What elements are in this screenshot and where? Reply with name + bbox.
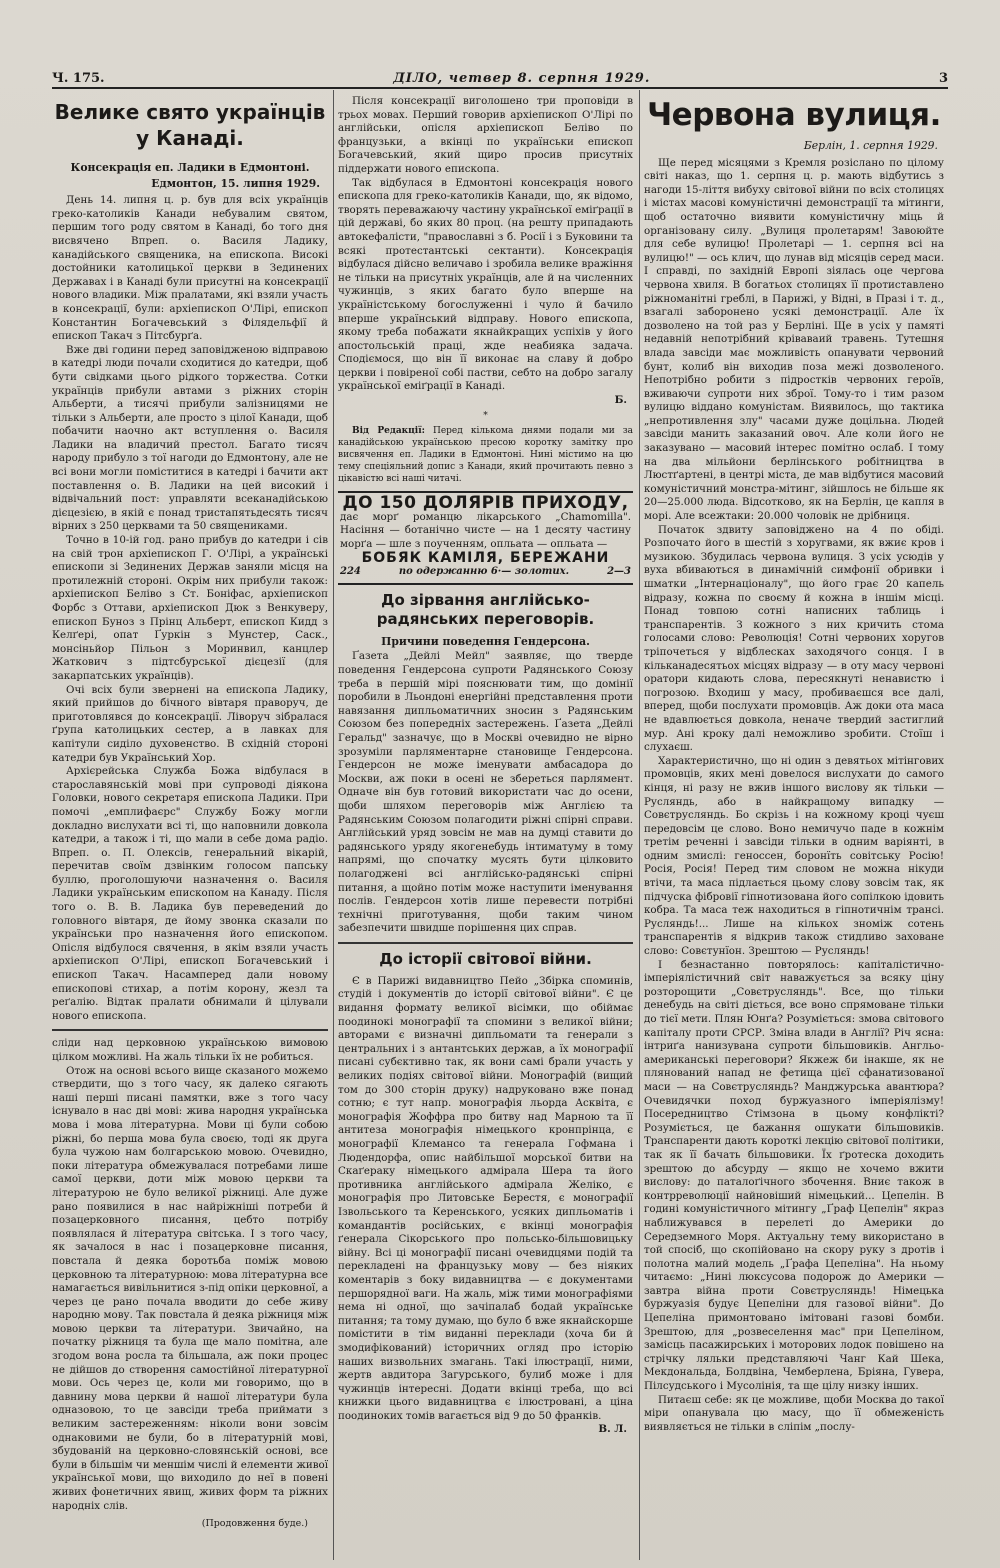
signature: В. Л.: [598, 1423, 627, 1436]
paragraph: Очі всіх були звернені на епископа Ладику, який прийшов до бічного вівтаря праворуч, де приготовлявся до консекрації. Ліворуч зібралася ґрупа католицьких сестер, а в лавках для капітули сиділо духовенство. В східній стороні катедри був Український Хор.: [52, 683, 328, 764]
paragraph: Початок здвиту заповіджено на 4 по обіді. Розпочато його в шестій з хоругвами, як вжиє кров і музикою. Збудилась червона вулиця. З усіх усюдів у вуха вбиваються в динамічній симфонії обривки і шматки „Інтернаціоналу", що його грає 20 капель відразу, кожна по своєму й кожна в іншім місці. Понад товпою сотні написних таблиць і транспарентів. З кожного з них кричить стома голосами слово: Революція! Сотні червоних хоругов тріпочеться у відблесках заходячого сонця. І в кільканадесятьох місцях відразу — в оту масу червоні оратори кидають слова, пересякнуті ненавистю і погрозою. Входиш у масу, пробиваєшся все далі, вперед, щоби послухати промовців. Аж доки ота маса не вдавлюється довкола, неначе твердий застиглий мур. Ані кроку далі неможливо зробити. Стоїш і слухаєш.: [644, 523, 944, 754]
ad-footer: [340, 565, 631, 579]
article-subtitle: Причини поведення Гендерсона.: [381, 634, 590, 648]
page-number: 3: [938, 71, 948, 86]
editor-note-label: Від Редакції:: [352, 426, 425, 437]
issue-date: четвер 8. серпня 1929.: [448, 71, 651, 86]
paragraph: Після консекрації виголошено три проповіди в трьох мовах. Перший говорив архіепископ О'Лірі по англійськи, опісля архіепископ Беліво по французьки, а вкінці по українськи епископ Богачевський, який щиро просив присутніх піддержати нового епископа.: [338, 95, 633, 175]
column-3: [644, 95, 944, 1560]
article-title: Велике свято українців у Канаді.: [54, 100, 326, 150]
article-subtitle: Консекрація еп. Ладики в Едмонтоні.: [70, 161, 310, 174]
paper-name: ДІЛО,: [393, 71, 444, 86]
column-divider: [639, 90, 640, 1560]
ad-run: 2—3: [607, 566, 631, 578]
ad-payment: по одержанню 6·— золотих.: [398, 566, 570, 578]
paragraph: Ще перед місяцями з Кремля розіслано по цілому світі наказ, що 1. серпня ц. р. мають відбутись з нагоди 15-ліття вибуху світової війни по всіх столицях і містах масові комуністичні демонстрації та мітинги, щоб остаточно виявити комуністичну міць й організовану силу. „Вулиця пролетарям! Завоюйте для себе вулицю! Пролетарі — 1. серпня всі на вулицю!" — ось клич, що лунав від місяців серед маси. І справді, по західній Европі зіялась оце чергова червона хвиля. В богатьох столицях її протиставлено ріжноманітні греблі, в Парижі, у Відні, в Празі і т. д., взагалі заборонено усякі демонстрації. Але їх дозволено на той раз у Берліні. Ще в усіх у памяті недавній непотрібний кріваваий травень. Тутешня влада завсіди має можливість опанувати червоний бунт, колиб він виходив поза межі дозволеного. Непотрібно робити з підростків червоних героїв, вживаючи супроти них зброї. Тому-то і тим разом вулицю віддано комуністам. Виявилось, що тактика „непротивлення злу" часами дуже доцільна. Людей завсіди манить заказаний овоч. Але коли його не заказувано — масовий інтерес помітно ослаб. І тому на два мільйони берлінського робітництва в Люстґартені, в центрі міста, де мав відбутися масовий комуністичний монстра-мітинг, зійшлось не більше як 20—25.000 люда. Відсотково, як на Берлін, це капля в морі. Але всежтаки: 20.000 чоловік не дрібниця.: [644, 156, 944, 523]
editor-note-text: Перед кількома днями подали ми за канадійською українською пресою коротку замітку про висвячення еп. Ладики в Едмонтоні. Нині містимо на цю тему спеціяльний допис з Канади, який прочитають певно з цікавістю всі наші читачі.: [338, 426, 633, 485]
paragraph: Є в Парижі видавництво Пейо „Збірка споминів, студій і документів до історії світової війни". Є це видання формату великої вісімки, що обіймає поодинокі монографії та спомини з великої війни; авторами є визначні дипльомати та генерали з центральних і з антантських держав, а їх монографії писані субєктивно так, як вони самі брали участь у великих подіях світової війни. Монографій (вищий том до 300 сторін друку) надруковано вже понад сотню; є тут напр. монографія льорда Асквіта, є монографія Жоффра про битву над Марною та її антитеза монографія німецького кронпрінца, є монографії Клемансо та генерала Гофмана і Людендорфа, опис найбільшої морської битви на Скаґераку німецького адмірала Шера та його противника англійського адмірала Желіко, є монографія про Литовське Берестя, є монографії Ізвольського та Керенського, усяких дипльоматів і командантів російських, є вкінці монографія ґенерала Сікорського про польсько-більшовицьку війну. Всі ці монографії писані очевидцями подій та перекладені на французьку мову — без ніяких коментарів з боку видавництва — є документами першорядної ваги. На жаль, між тими монографіями нема ні одної, що зачіпалаб бодай українське питання; та тому думаю, що було б вже якнайскорше помістити в тім виданні переклади (хоча би й змодифікований) історичних огляд про історію наших визвольних змагань. Такі ілюстрації, ними, жертв авдитора Загурського, булиб може і для чужинців інтересні. Додати вкінці треба, що всі книжки цього видавництва є ілюстровані, а ціна поодиноких томів вагається від 9 до 50 франків.: [338, 974, 633, 1422]
separator-asterisk: *: [483, 410, 488, 421]
article-title: Червона вулиця.: [647, 97, 941, 133]
section-divider: [52, 1029, 328, 1031]
ad-advertiser: БОБЯК КАМІЛЯ, БЕРЕЖАНИ: [361, 549, 610, 566]
continued-note: (Продовження буде.): [201, 1518, 308, 1530]
paragraph: Ґазета „Дейлі Мейл" заявляє, що тверде поведення Гендерсона супроти Радянського Союзу треба в першій мірі пояснювати тим, що домінії поробили в Льондоні енергійні представлення проти навязання дипльоматичних зносин з Радянським Союзом без попередніх застережень. Ґазета „Дейлі Геральд" зазначує, що в Москві очевидно не вірно зрозуміли парляментарне становище Гендерсона. Гендерсон не може іменувати амбасадора до Москви, аж поки в осені не збереться парлямент. Одначе він був готовий використати час до осени, щоби шляхом переговорів між Англією та Радянським Союзом полагодити ріжні спірні справи. Англійський уряд зовсім не мав на думці ставити до радянського уряду якогенебудь інтиматуму в тому напрямі, що спочатку мусять бути цілковито полагоджені всі англійсько-радянські спірні питання, а щойно потім може наступити іменування послів. Гендерсон хотів лише перевести потрібні технічні приготування, щоби таким чином забезпечити швидше порішення цих справ.: [338, 650, 633, 935]
article-title: До історії світової війни.: [379, 949, 592, 968]
issue-number: Ч. 175.: [52, 71, 105, 86]
column-1: [52, 95, 328, 1560]
paragraph: Вже дві години перед заповідженою відправою в катедрі люди почали сходитися до катедри, щоб бути свідками цього рідкого торжества. Сотки українців прибули автами з ріжних сторін Альберти, а тисячі прибули залізницями не тільки з Альберти, але просто з цілої Канади, щоб побачити наочно акт вступлення о. Василя Ладики на владичий престол. Багато тисяч народу прибуло з тої нагоди до Едмонтону, але не всі вони могли поміститися в катедрі і бачити акт поставлення о. В. Ладики на цей високий і відвічальний пост: управляти всеканадійською дієцезією, в якій є понад тристапятьдесять тисяч вірних з 250 церквами та 50 священиками.: [52, 343, 328, 533]
column-2: [338, 95, 633, 1560]
masthead: [52, 64, 948, 86]
article-dateline: Берлін, 1. серпня 1929.: [803, 139, 938, 152]
paragraph: І безнастанно повторялось: капіталістично-імперіялістичний світ наважується за всяку ціну розторощити „Совєтрусляндь". Все, що тільки денебудь на світі діється, все воно спрямоване тільки до тієї мети. Плян Юнґа? Розуміється: змова світового капіталу проти СРСР. Зміна влади в Англії? Річ ясна: інтриґа нанизувана супроти більшовиків. Англьо-американські переговори? Якжеж би інакше, як не плянований напад не фетища цієї сфанатизованої маси — на Совєтрусляндь? Манджурська авантюра? Очевидячки поход буржуазного імперіялізму! Посередництво Стімзона в цьому конфлікті? Розуміється, це бажання ошукати більшовиків. Транспаренти дають короткі лекцію світової політики, так як її бачать більшовики. Їх ґротеска доходить зрештою до абсурду — якщо не хочемо вжити вислову: до паталоґічного збочення. Вниє також в контрреволюції найновіший німецький... Цепелін. В годині комуністичного мітингу „Ґраф Цепелін" якраз наближувався в перелеті до Америки до Середземного Моря. Актуальну тему використано в той спосіб, що скопійовано на скору руку з дротів і полотна малий модель „Ґрафа Цепеліна". На ньому читаємо: „Нині люксусова подорож до Америки — завтра війна проти Совєтрусляндь! Німецька буржуазія будує Цепеліни для газової війни". До Цепеліна примонтовано імітовані газові бомби. Зрештою, для „розвеселення мас" при Цепеліном, замісць пасажирських і моторових лодок повішено на стрічку ляльки представляючі Чанг Кай Шека, Мекдональда, Болдвіна, Чемберлена, Бріяна, Гувера, Пілсудського і Мусолінія, та ще цілу низку інших.: [644, 958, 944, 1393]
editor-note: [338, 425, 633, 485]
paragraph: Питаєш себе: як це можливе, щоби Москва до такої міри опанувала цю масу, що її обмеженість виявляється не тільки в сліпім „послу-: [644, 1393, 944, 1433]
paragraph: Так відбулася в Едмонтоні консекрація нового епископа для греко-католиків Канади, що, як відомо, творять переважаючу частину української еміґрації в цій державі, бо яких 80 проц. (на решту припадають автокефалісти, "православні з б. Росії і з Буковини та всякі протестантські сектанти). Консекрація відбулася дійсно величаво і зробила велике вражіння не тільки на присутніх українців, але й на численних чужинців, з яких багато було вперше на україністському богослуженні і чуло й бачило вперше український відправу. Нового епископа, якому треба побажати якнайкращих успіхів у його апостольській праці, жде неабияка задача. Сподіємося, що він її виконає на славу й добро церкви і повіреної собі пастви, себто на добро загалу української еміґрації в Канаді.: [338, 176, 633, 393]
signature: Б.: [614, 394, 627, 407]
paper-date-line: [393, 71, 650, 86]
paragraph: Характеристично, що ні один з девятьох мітінгових промовців, яких мені довелося вислухати до самого кінця, ні разу не вжив іншого вислову як тільки — Русляндь, або в найкращому випадку — Совєтрусляндь. Бо скрізь і на кожному кроці чуєш передовсім це слово. Воно немичучо паде в кожнім третім реченні і завсіди тільки в одним варіянті, в одним змислі: геноссен, боронїть совітську Росію! Росія, Росія! Перед тим словом не можна нікуди втічи, та маса підлається цьому слову зовсім так, як підчуска фібровії гіпнотизована його сопілкою ідовить кобра. Та маса теж находиться в гіпнотичнім трансі. Русляндь!... Лише на кількох зноміж сотень транспарентів я відкрив також стидливо заховане слово: Совєтунїон. Зрештою — Русляндь!: [644, 754, 944, 958]
column-divider: [333, 90, 334, 1560]
paragraph: Отож на основі всього вище сказаного можемо ствердити, що з того часу, як далеко сягають наші перші писані памятки, вже з того часу існувало в нас дві мові: жива народня українська мова і мова літературна. Мови ці були собою ріжні, бо перша мова була своєю, тоді як друга була чужою нам болгарською мовою. Очевидно, поки література обмежувалася потребами лише самої церкви, доти між мовою церкви та літературою не було великої ріжниці. Але дуже рано появилися в нас найріжніші потреби й позацерковного писання, цебто потрібу появлялася й література світська. І з того часу, як зачалося в нас і позацерковне писання, повстала й деяка боротьба поміж мовою церковною та літературною: мова літературна все намагається вивільнитися з-під опіки церковної, а через це рано почала вводити до себе живу народню мову. Так повстала й деяка ріжниця між мовою церкви та літератури. Звичайно, на початку ріжниця та була ще мало помітна, але згодом вона росла та більшала, аж поки процес не дійшов до створення самостійної літературної мови. Ось через це, коли ми говоримо, що в давнину мова церкви й нашої літератури була одназовою, то це завсіди треба приймати з великим застереженням: ніколи вони зовсім однаковими не були, бо в літературній мові, збудованій на церковно-словянській основі, все були в більшім чи меншім числі й елементи живої української мови, що виходило до неї в повені живих фонетичних явищ, живих форм та ріжних народніх слів.: [52, 1064, 328, 1512]
ad-text: дає морґ романцю лікарського „Chamomilla". Насіння — ботанічно чисте — на 1 десяту частину морґа — шле з поученням, опльата — опльата —: [340, 510, 631, 551]
article-title: До зірвання англійсько-радянських переговорів.: [376, 590, 595, 628]
paragraph: Точно в 10-ій год. рано прибув до катедри і сів на свій трон архіепископ Г. О'Лірі, а українські епископи зі Зединених Держав заняли місця на протилежній стороні. Окрім них прибули також: архіепископ Беліво з Ст. Боніфас, архіепископ Форбс з Оттави, архіепископ Дюк з Венкуверу, епископ Буноз з Прінц Альберт, епископ Кидд з Келґері, опат Ґуркін з Мунстер, Саск., монсіньйор Пільон з Моринвил, канцлер Жаткович з підтсбурської дієцезії (для закарпатських українців).: [52, 534, 328, 682]
article-dateline: Едмонтон, 15. липня 1929.: [151, 176, 320, 190]
section-divider: [338, 942, 633, 944]
paragraph: сліди над церковною українською вимовою цілком можливі. На жаль тільки їх не робиться.: [52, 1037, 328, 1063]
paragraph: День 14. липня ц. р. був для всіх українців греко-католиків Канади небувалим святом, першим того роду святом в Канаді, бо того дня висвячено Впреп. о. Василя Ладику, канадійського священика, на епископа. Високі достойники католицької церкви в Зединених Державах і в Канаді були присутні на консекрації нового владики. Між пралатами, які взяли участь в консекрації, були: архіепископ О'Лірі, епископ Константин Богачевський з Філядельфії й епископ Такач з Пітсбурґа.: [52, 194, 328, 343]
ad-number: 224: [340, 566, 361, 578]
masthead-rule: [52, 87, 948, 89]
paragraph: Архієрейська Служба Божа відбулася в старославянській мові при супроводі діякона Головки, нового секретаря епископа Ладики. При помочі „емплифаєрс" Службу Божу могли докладно вислухати всі ті, що наповнили довкола катедри, а також і ті, що мали в себе дома радіо. Впреп. о. П. Олексів, генеральний вікарій, перечитав своїм дзвінким голосом папську буллю, проголошуючи назначення о. Василя Ладики українським епископом на Канаду. Після того о. В. В. Ладика був переведений до головного вівтаря, де йому звонка сказали по українськи про назначення його епископом. Опісля відбулося свячення, в якім взяли участь архіепископ О'Лірі, епископ Богачевський і епископ Такач. Насамперед дали новому епископові стихар, а потім корону, жезл та реґалію. Відтак пралати обнимали й цілували нового епископа.: [52, 765, 328, 1022]
ad-headline: ДО 150 ДОЛЯРІВ ПРИХОДУ,: [342, 493, 629, 514]
advertisement: [338, 491, 633, 585]
